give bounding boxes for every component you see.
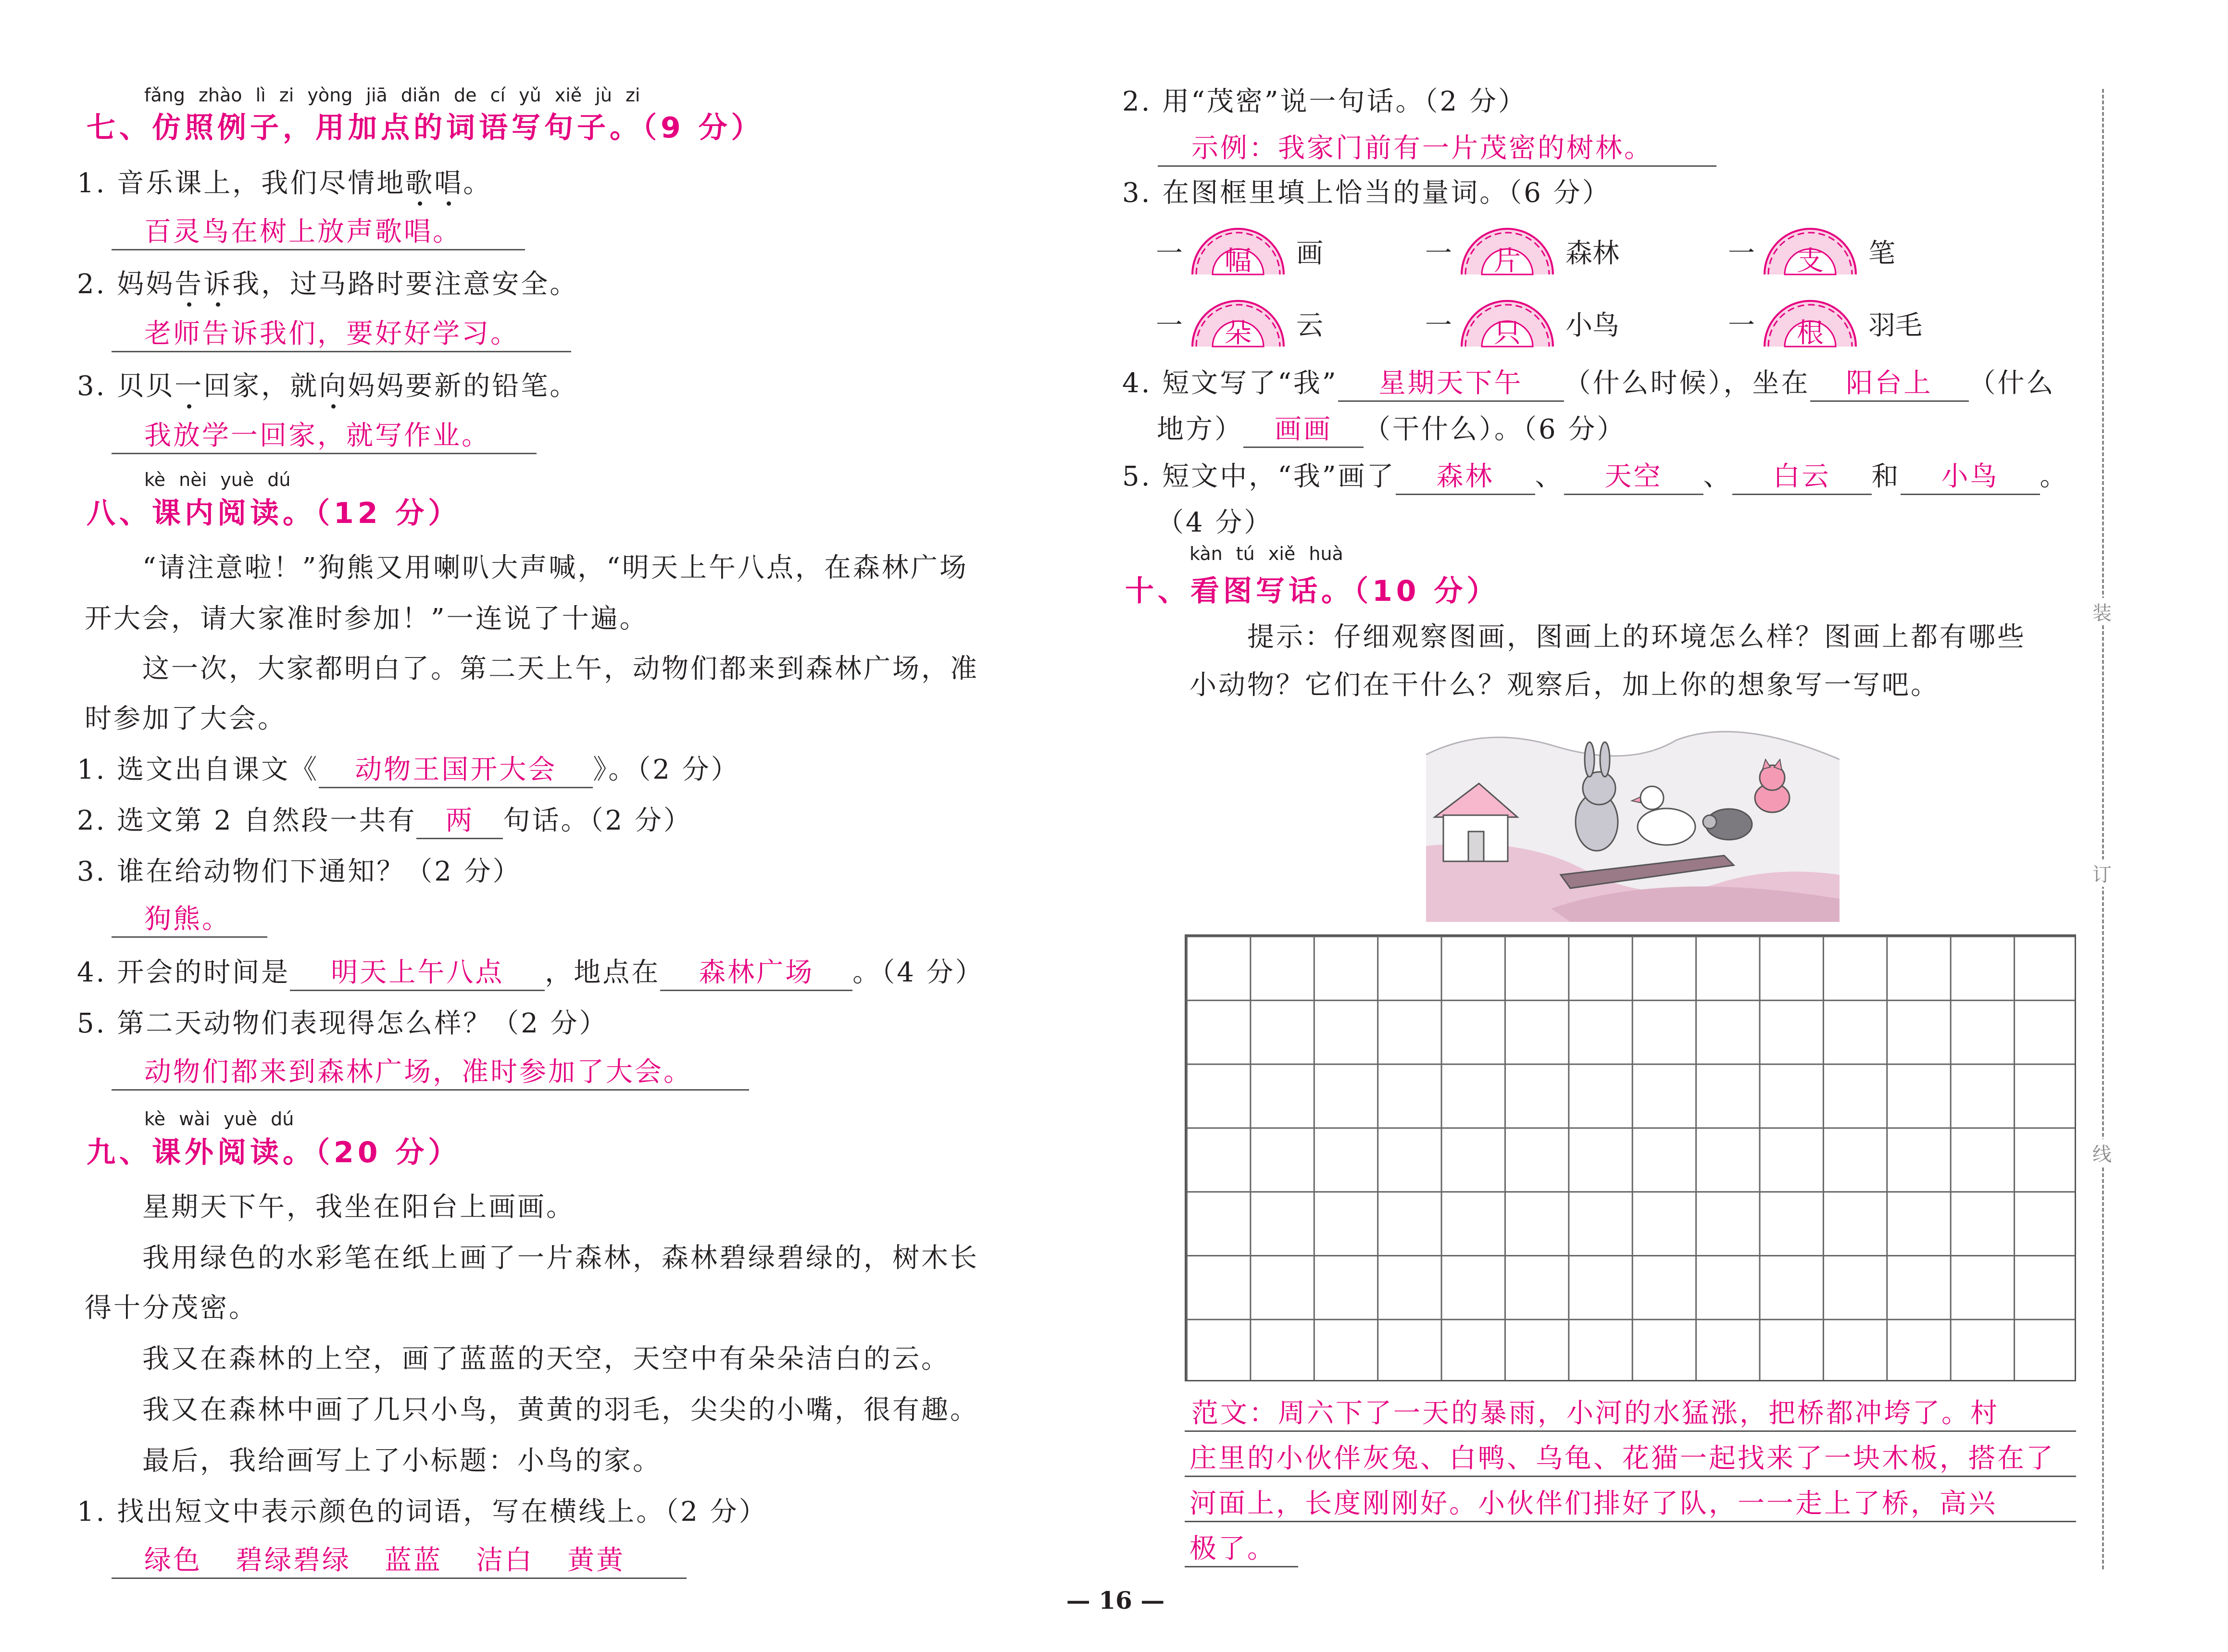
s8-q4-answer-time: 明天上午八点 xyxy=(331,957,504,988)
s7-q1-text-a: 1. 音乐课上，我们尽情地 xyxy=(77,168,406,199)
s9-q3: 3. 在图框里填上恰当的量词。（6 分） xyxy=(1122,177,1611,209)
measure-answer[interactable]: 朵 xyxy=(1225,318,1252,349)
s9-answer-1-word: 绿色 xyxy=(144,1545,202,1576)
s9-q5-and: 和 xyxy=(1871,461,1901,492)
s7-q3-text-b: 回家，就 xyxy=(203,371,319,402)
s8-q1 xyxy=(77,753,740,788)
s7-q2-dotted-1: 告 xyxy=(175,269,204,300)
s7-answer-3: 我放学一回家，就写作业。 xyxy=(144,420,490,451)
s10-sample-line-1: 范文：周六下了一天的暴雨，小河的水猛涨，把桥都冲垮了。村 xyxy=(1191,1398,1999,1429)
s9-q4-line-1 xyxy=(1122,366,2055,402)
s9-q5-answer: 天空 xyxy=(1604,461,1663,492)
s9-pinyin: kè wài yuè dú xyxy=(144,1108,294,1130)
s9-q4-text-e: （干什么）。（6 分） xyxy=(1364,414,1626,445)
s8-q1-text-b: 》。（2 分） xyxy=(593,754,740,785)
s7-q1-text-b: 。 xyxy=(463,168,492,199)
s10-pinyin: kàn tú xiě huà xyxy=(1189,543,1343,564)
cut-line-label: 订 xyxy=(2091,859,2113,887)
sample-line-2-underline xyxy=(1185,1476,2076,1477)
s9-answer-1-word: 黄黄 xyxy=(567,1545,625,1576)
s7-answer-1-line[interactable] xyxy=(112,249,525,250)
s10-sample-line-3: 河面上，长度刚刚好。小伙伴们排好了队，一一走上了桥，高兴 xyxy=(1189,1488,1997,1519)
s8-q2 xyxy=(77,804,692,839)
measure-answer[interactable]: 只 xyxy=(1494,318,1521,349)
s8-q1-text-a: 1. 选文出自课文《 xyxy=(77,754,319,785)
s9-q4-answer-action: 画画 xyxy=(1275,414,1332,445)
measure-noun: 羽毛 xyxy=(1868,310,1922,341)
s8-para-1-line-1: “请注意啦！”狗熊又用喇叭大声喊，“明天上午八点，在森林广场 xyxy=(142,552,968,584)
s9-para-1: 星期天下午，我坐在阳台上画画。 xyxy=(142,1192,575,1223)
measure-item xyxy=(1425,291,1627,354)
s8-answer-3-line[interactable] xyxy=(112,936,267,938)
s8-para-2-line-1: 这一次，大家都明白了。第二天上午，动物们都来到森林广场，准 xyxy=(142,653,979,684)
s8-q5: 5. 第二天动物们表现得怎么样？（2 分） xyxy=(77,1008,608,1039)
s9-q5-score: （4 分） xyxy=(1157,507,1273,538)
s7-q2-text-b: 我，过马路时要注意安全。 xyxy=(232,269,579,300)
measure-noun: 小鸟 xyxy=(1565,310,1619,341)
measure-answer[interactable]: 根 xyxy=(1797,318,1824,349)
s7-q2-text-a: 2. 妈妈 xyxy=(77,269,175,300)
picture-illustration xyxy=(1426,726,1840,922)
s9-para-5: 最后，我给画写上了小标题：小鸟的家。 xyxy=(142,1445,662,1477)
s9-q4-text-c: （什么 xyxy=(1968,368,2055,399)
s9-answer-1-word: 碧绿碧绿 xyxy=(236,1545,351,1576)
s9-q4-text-a: 4. 短文写了“我” xyxy=(1122,368,1338,399)
s9-q1: 1. 找出短文中表示颜色的词语，写在横线上。（2 分） xyxy=(77,1496,768,1528)
s9-q5-text-a: 5. 短文中，“我”画了 xyxy=(1122,461,1396,492)
s10-hint-line-2: 小动物？它们在干什么？观察后，加上你的想象写一写吧。 xyxy=(1189,670,1940,701)
s8-pinyin: kè nèi yuè dú xyxy=(144,469,291,490)
s8-title: 八、课内阅读。（12 分） xyxy=(87,497,461,530)
measure-noun: 森林 xyxy=(1565,238,1619,269)
s7-q1 xyxy=(77,166,492,201)
measure-item xyxy=(1156,219,1329,282)
measure-prefix: 一 xyxy=(1728,310,1755,341)
s8-q4 xyxy=(77,956,984,991)
measure-item xyxy=(1156,291,1329,354)
measure-noun: 画 xyxy=(1296,238,1323,269)
s9-q4-text-d: 地方） xyxy=(1157,414,1243,445)
s9-answer-1-word: 洁白 xyxy=(476,1545,534,1576)
s7-title: 七、仿照例子，用加点的词语写句子。（9 分） xyxy=(87,111,764,145)
measure-prefix: 一 xyxy=(1156,238,1183,269)
measure-prefix: 一 xyxy=(1728,238,1755,269)
s8-q3: 3. 谁在给动物们下通知？（2 分） xyxy=(77,856,522,887)
s8-answer-5-line[interactable] xyxy=(112,1089,749,1091)
s8-q4-text-c: 。（4 分） xyxy=(852,957,984,988)
s9-q5-separator: 、 xyxy=(1535,461,1564,492)
writing-grid[interactable] xyxy=(1185,934,2076,1381)
s9-q4-answer-time: 星期天下午 xyxy=(1378,368,1523,399)
cut-line-label: 线 xyxy=(2091,1139,2113,1167)
s9-answer-1-line[interactable] xyxy=(112,1577,687,1579)
s9-answer-1-word: 蓝蓝 xyxy=(385,1545,442,1576)
s8-answer-3: 狗熊。 xyxy=(144,904,231,935)
s9-q5-separator: 、 xyxy=(1703,461,1732,492)
s7-answer-2: 老师告诉我们，要好好学习。 xyxy=(144,318,519,349)
s9-answer-1 xyxy=(144,1544,625,1577)
s7-q2-dotted-2: 诉 xyxy=(203,269,233,300)
measure-answer[interactable]: 片 xyxy=(1494,246,1521,277)
measure-item xyxy=(1728,219,1901,282)
measure-answer[interactable]: 幅 xyxy=(1225,246,1252,277)
s9-q5-answer: 白云 xyxy=(1773,461,1831,492)
measure-prefix: 一 xyxy=(1156,310,1183,341)
s8-q4-answer-place: 森林广场 xyxy=(699,957,814,988)
s10-hint-line-1: 提示：仔细观察图画，图画上的环境怎么样？图画上都有哪些 xyxy=(1247,621,2026,653)
s8-q4-text-b: ，地点在 xyxy=(545,957,661,988)
s10-title: 十、看图写话。（10 分） xyxy=(1125,574,1500,608)
measure-answer[interactable]: 支 xyxy=(1797,246,1824,277)
s7-q1-dotted-1: 歌 xyxy=(405,168,435,199)
s7-q3-dotted-1: 一 xyxy=(175,371,204,402)
s9-q5-answer: 小鸟 xyxy=(1941,461,1999,492)
s8-para-1-line-2: 开大会，请大家准时参加！”一连说了十遍。 xyxy=(85,603,649,634)
s9-q5-end: 。 xyxy=(2040,461,2069,492)
s7-answer-2-line[interactable] xyxy=(112,351,571,352)
binding-cut-line xyxy=(2102,89,2104,1569)
s9-q4-text-b: （什么时候），坐在 xyxy=(1564,368,1810,399)
sample-line-3-underline xyxy=(1185,1521,2076,1522)
s9-para-3: 我又在森林的上空，画了蓝蓝的天空，天空中有朵朵洁白的云。 xyxy=(142,1343,950,1375)
s7-answer-3-line[interactable] xyxy=(112,453,537,454)
cut-line-label: 装 xyxy=(2091,598,2113,625)
measure-item xyxy=(1728,291,1930,354)
s7-answer-1: 百灵鸟在树上放声歌唱。 xyxy=(144,216,462,248)
s9-q5 xyxy=(1122,460,2069,495)
measure-noun: 笔 xyxy=(1868,238,1895,269)
s10-sample-line-2: 庄里的小伙伴灰兔、白鸭、乌龟、花猫一起找来了一块木板，搭在了 xyxy=(1189,1443,2055,1474)
s7-q3 xyxy=(77,369,578,404)
s8-q2-answer: 两 xyxy=(445,805,475,836)
s9-q4-line-2 xyxy=(1157,412,1626,448)
sample-line-1-underline xyxy=(1185,1430,2076,1432)
sample-line-4-underline xyxy=(1185,1566,1298,1567)
s9-para-2-line-2: 得十分茂密。 xyxy=(85,1292,258,1324)
measure-prefix: 一 xyxy=(1425,238,1452,269)
measure-prefix: 一 xyxy=(1425,310,1452,341)
s7-q3-text-c: 妈妈要新的铅笔。 xyxy=(348,371,579,402)
s10-sample-line-4: 极了。 xyxy=(1189,1533,1276,1565)
s8-q4-text-a: 4. 开会的时间是 xyxy=(77,957,290,988)
measure-noun: 云 xyxy=(1296,310,1323,341)
s9-q2: 2. 用“茂密”说一句话。（2 分） xyxy=(1122,86,1527,117)
s8-para-2-line-2: 时参加了大会。 xyxy=(85,703,287,734)
s8-q2-text-b: 句话。（2 分） xyxy=(503,805,692,836)
page-number: — 16 — xyxy=(1066,1586,1165,1615)
s9-answer-2: 示例：我家门前有一片茂密的树林。 xyxy=(1191,133,1653,164)
measure-item xyxy=(1425,219,1627,282)
s9-q4-answer-place: 阳台上 xyxy=(1846,368,1933,399)
s9-q5-answer: 森林 xyxy=(1436,461,1494,492)
s8-q2-text-a: 2. 选文第 2 自然段一共有 xyxy=(77,805,417,836)
s9-answer-2-line[interactable] xyxy=(1158,165,1716,167)
s9-title: 九、课外阅读。（20 分） xyxy=(87,1136,461,1169)
s7-q3-text-a: 3. 贝贝 xyxy=(77,371,175,402)
s7-pinyin: fǎng zhào lì zi yòng jiā diǎn de cí yǔ xiě jù zi xyxy=(144,85,640,106)
s7-q3-dotted-2: 向 xyxy=(319,371,348,402)
s9-para-4: 我又在森林中画了几只小鸟，黄黄的羽毛，尖尖的小嘴，很有趣。 xyxy=(142,1394,979,1426)
s8-answer-5: 动物们都来到森林广场，准时参加了大会。 xyxy=(144,1056,692,1088)
s7-q2 xyxy=(77,267,578,302)
s7-q1-dotted-2: 唱 xyxy=(434,168,463,199)
s8-q1-answer: 动物王国开大会 xyxy=(355,754,557,785)
s9-para-2-line-1: 我用绿色的水彩笔在纸上画了一片森林，森林碧绿碧绿的，树木长 xyxy=(142,1242,979,1274)
